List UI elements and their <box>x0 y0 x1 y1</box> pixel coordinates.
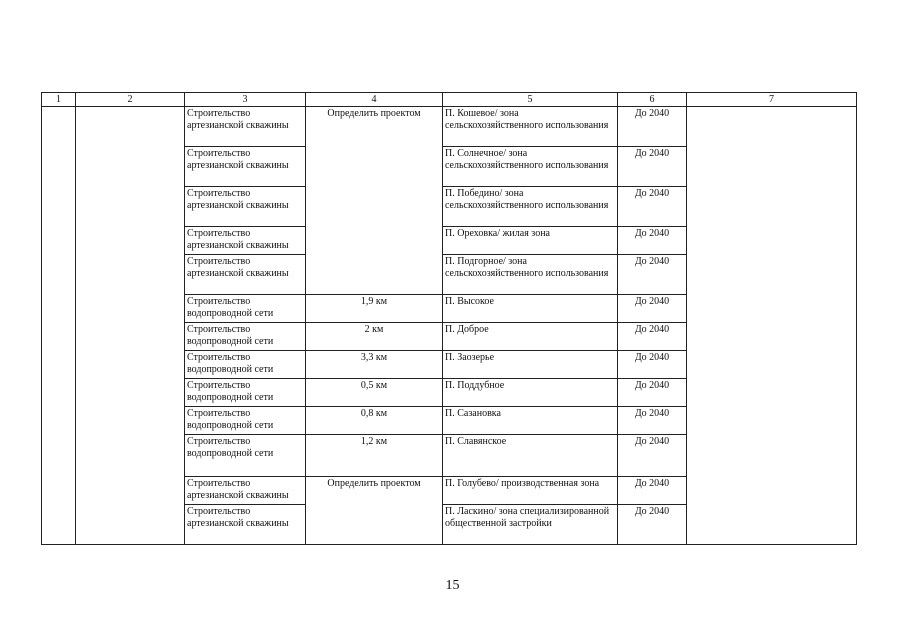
work-cell: Строительство водопроводной сети <box>185 295 306 323</box>
term-cell: До 2040 <box>618 505 687 545</box>
term-cell: До 2040 <box>618 107 687 147</box>
location-cell: П. Победино/ зона сельскохозяйственного использования <box>443 187 618 227</box>
term-cell: До 2040 <box>618 147 687 187</box>
term-cell: До 2040 <box>618 323 687 351</box>
volume-cell: 2 км <box>306 323 443 351</box>
location-cell: П. Славянское <box>443 435 618 477</box>
table-row <box>42 107 857 147</box>
header-col-3: 3 <box>185 93 306 107</box>
volume-cell: 0,8 км <box>306 407 443 435</box>
location-cell: П. Подгорное/ зона сельскохозяйственного использования <box>443 255 618 295</box>
header-col-4: 4 <box>306 93 443 107</box>
location-cell: П. Доброе <box>443 323 618 351</box>
location-cell: П. Высокое <box>443 295 618 323</box>
volume-cell: Определить проектом <box>306 477 443 545</box>
term-cell: До 2040 <box>618 379 687 407</box>
col2-cell <box>76 107 185 545</box>
work-cell: Строительство артезианской скважины <box>185 147 306 187</box>
work-cell: Строительство водопроводной сети <box>185 435 306 477</box>
volume-cell: 3,3 км <box>306 351 443 379</box>
term-cell: До 2040 <box>618 187 687 227</box>
term-cell: До 2040 <box>618 435 687 477</box>
term-cell: До 2040 <box>618 227 687 255</box>
volume-cell: 0,5 км <box>306 379 443 407</box>
work-cell: Строительство артезианской скважины <box>185 255 306 295</box>
header-col-5: 5 <box>443 93 618 107</box>
location-cell: П. Сазановка <box>443 407 618 435</box>
work-cell: Строительство артезианской скважины <box>185 227 306 255</box>
location-cell: П. Солнечное/ зона сельскохозяйственного использования <box>443 147 618 187</box>
page-number: 15 <box>445 578 460 593</box>
work-cell: Строительство водопроводной сети <box>185 379 306 407</box>
term-cell: До 2040 <box>618 255 687 295</box>
term-cell: До 2040 <box>618 477 687 505</box>
work-cell: Строительство артезианской скважины <box>185 107 306 147</box>
header-col-2: 2 <box>76 93 185 107</box>
header-row <box>42 93 857 107</box>
header-col-7: 7 <box>687 93 857 107</box>
location-cell: П. Кошевое/ зона сельскохозяйственного использования <box>443 107 618 147</box>
term-cell: До 2040 <box>618 351 687 379</box>
volume-cell: 1,2 км <box>306 435 443 477</box>
work-cell: Строительство артезианской скважины <box>185 477 306 505</box>
work-cell: Строительство артезианской скважины <box>185 187 306 227</box>
work-cell: Строительство артезианской скважины <box>185 505 306 545</box>
col1-cell <box>42 107 76 545</box>
location-cell: П. Ласкино/ зона специализированной общественной застройки <box>443 505 618 545</box>
volume-cell: Определить проектом <box>306 107 443 295</box>
data-table <box>41 92 857 545</box>
work-cell: Строительство водопроводной сети <box>185 351 306 379</box>
work-cell: Строительство водопроводной сети <box>185 323 306 351</box>
location-cell: П. Заозерье <box>443 351 618 379</box>
volume-cell: 1,9 км <box>306 295 443 323</box>
location-cell: П. Ореховка/ жилая зона <box>443 227 618 255</box>
col7-cell <box>687 107 857 545</box>
term-cell: До 2040 <box>618 295 687 323</box>
header-col-1: 1 <box>42 93 76 107</box>
term-cell: До 2040 <box>618 407 687 435</box>
location-cell: П. Голубево/ производственная зона <box>443 477 618 505</box>
location-cell: П. Поддубное <box>443 379 618 407</box>
header-col-6: 6 <box>618 93 687 107</box>
work-cell: Строительство водопроводной сети <box>185 407 306 435</box>
